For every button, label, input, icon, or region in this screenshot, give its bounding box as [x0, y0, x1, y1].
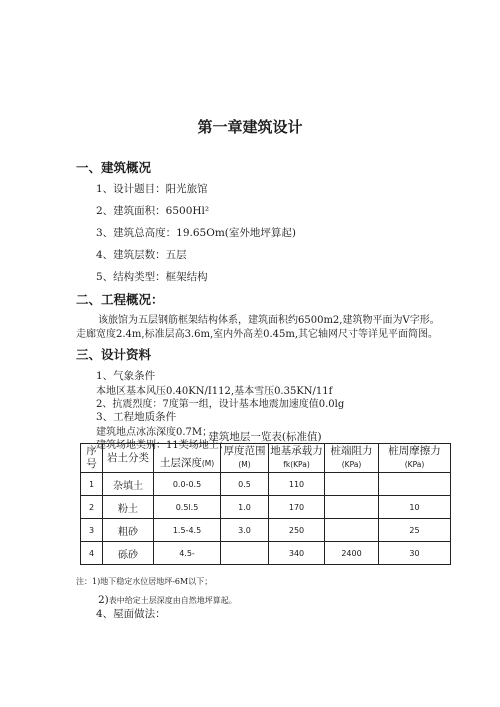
header-tip-label: 桩端阻力	[330, 445, 373, 457]
cell-side: 10	[379, 496, 451, 519]
cell-thickness: 3.0	[221, 519, 269, 542]
header-depth-unit: (M)	[201, 458, 215, 468]
cell-thickness: 1.0	[221, 496, 269, 519]
cell-bearing: 340	[269, 542, 325, 565]
cell-soil: 杂填土	[103, 473, 154, 496]
cell-soil: 粗砂	[103, 519, 154, 542]
cell-bearing: 250	[269, 519, 325, 542]
table-caption: 建筑地层一览表(标准值)	[208, 431, 322, 443]
table-row	[81, 519, 451, 542]
table-row	[81, 496, 451, 519]
overview-item: 1、设计题目：阳光旅馆	[96, 183, 208, 195]
header-bearing-label: 地基承载力	[270, 445, 323, 457]
table-note: 注：1)地下稳定水位居地坪-6M以下；	[76, 577, 213, 586]
cell-no: 2	[81, 496, 103, 519]
header-tip-resistance	[325, 444, 379, 473]
header-no	[81, 444, 103, 473]
table-row	[81, 542, 451, 565]
design-sub-heading: 3、工程地质条件	[96, 411, 177, 423]
design-line: 建筑地点冰冻深度0.7M；	[96, 427, 213, 438]
project-paragraph-line: 该旅馆为五层钢筋框架结构体系，建筑面积约6500m2,建筑物平面为V字形。	[98, 315, 440, 326]
overview-item: 5、结构类型：框架结构	[96, 271, 208, 283]
cell-depth: 4.5-	[154, 542, 221, 565]
table-note-text: 表中给定土层深度由自然地坪算起。	[108, 596, 237, 605]
cell-depth: 0.0-0.5	[154, 473, 221, 496]
design-line: 2、抗震烈度：7度第一组，设计基本地震加速度值0.0lg	[96, 399, 345, 410]
header-side-unit: (KPa)	[404, 460, 425, 469]
section-heading-overview: 一、建筑概况	[76, 160, 152, 175]
design-sub-heading: 4、屋面做法：	[96, 608, 166, 620]
cell-side	[379, 473, 451, 496]
cell-tip	[325, 473, 379, 496]
section-heading-design-data: 三、设计资料	[76, 347, 152, 362]
overview-item: 4、建筑层数：五层	[96, 249, 187, 261]
design-sub-heading: 1、气象条件	[96, 370, 156, 382]
cell-no: 4	[81, 542, 103, 565]
table-header-row	[81, 444, 451, 473]
cell-thickness	[221, 542, 269, 565]
cell-bearing: 170	[269, 496, 325, 519]
cell-tip	[325, 519, 379, 542]
cell-side: 30	[379, 542, 451, 565]
cell-side: 25	[379, 519, 451, 542]
cell-depth: 1.5-4.5	[154, 519, 221, 542]
table-row	[81, 473, 451, 496]
header-bearing-unit: fk(KPa)	[283, 460, 310, 469]
design-line: 本地区基本风压0.40KN/I112,基本雪压0.35KN/11f	[96, 386, 333, 397]
header-depth	[154, 444, 221, 473]
header-no-bottom: 号	[86, 458, 97, 470]
header-side-label: 桩周摩擦力	[388, 445, 441, 457]
header-depth-label: 土层深度	[159, 456, 202, 469]
header-thickness	[221, 444, 269, 473]
cell-tip: 2400	[325, 542, 379, 565]
soil-layer-table	[80, 443, 451, 565]
header-tip-unit: (KPa)	[341, 460, 362, 469]
cell-bearing: 110	[269, 473, 325, 496]
chapter-title: 第一章建筑设计	[197, 118, 303, 136]
cell-soil: 砾砂	[103, 542, 154, 565]
table-note-number: 2)	[98, 594, 109, 606]
cell-no: 1	[81, 473, 103, 496]
project-paragraph-line: 走廊宽度2.4m,标准层高3.6m,室内外高差0.45m,其它轴网尺寸等详见平面简图。	[76, 329, 439, 340]
cell-no: 3	[81, 519, 103, 542]
cell-tip	[325, 496, 379, 519]
cell-thickness: 0.5	[221, 473, 269, 496]
cell-depth: 0.5l.5	[154, 496, 221, 519]
cell-soil: 粉土	[103, 496, 154, 519]
table-note	[98, 588, 237, 607]
header-bearing	[269, 444, 325, 473]
overview-item: 2、建筑面积：6500Hl²	[96, 205, 210, 217]
design-line: 建筑场地类别：11类场地土；	[96, 440, 229, 451]
section-heading-project: 二、工程概况：	[76, 292, 164, 307]
header-thickness-label: 厚度范围	[223, 445, 266, 457]
header-no-top: 序	[86, 445, 97, 457]
overview-item: 3、建筑总高度：19.65Om(室外地坪算起)	[96, 227, 296, 239]
header-soil: 岩土分类	[103, 444, 154, 473]
header-side-friction	[379, 444, 451, 473]
header-thickness-unit: (M)	[238, 460, 251, 469]
